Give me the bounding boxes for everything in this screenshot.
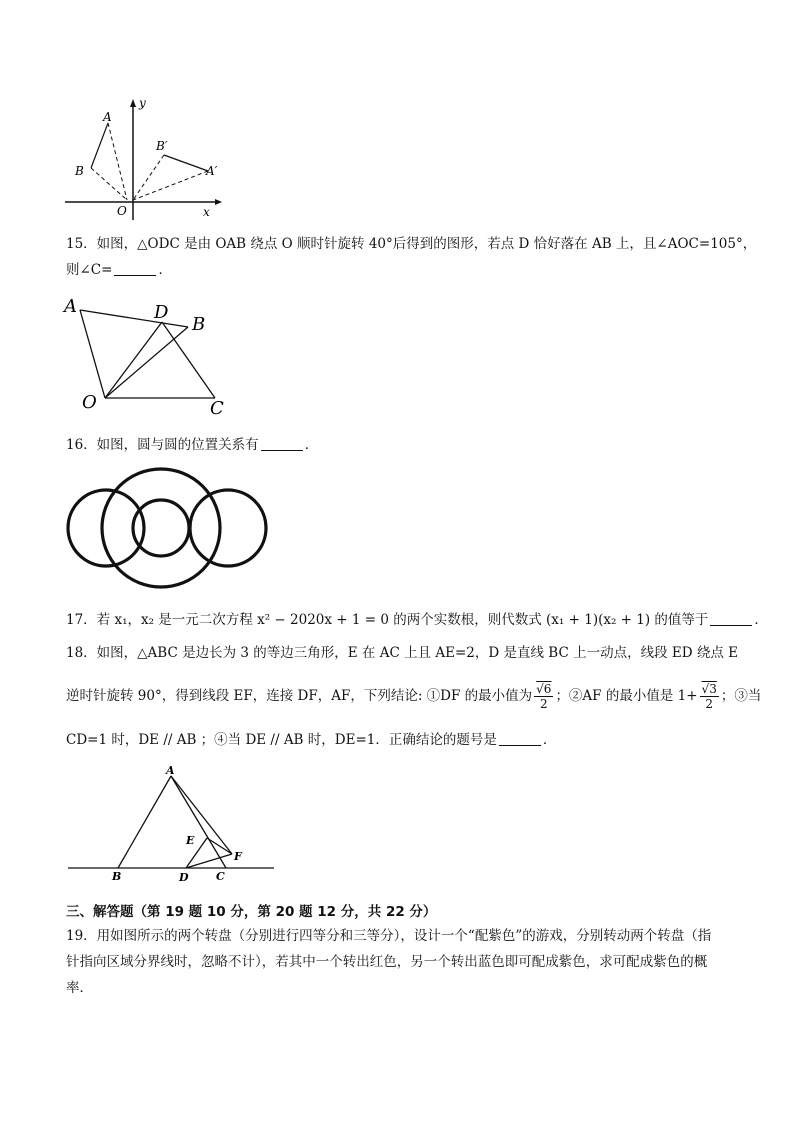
q18-fraction-1 (534, 682, 553, 711)
q18-answer-blank (499, 731, 541, 746)
fig14-label-A1: A′ (206, 164, 218, 178)
q18-line2-b: ；②AF 的最小值是 1+ (555, 688, 698, 704)
fig15-label-A: A (64, 296, 77, 317)
q15-line2 (66, 259, 172, 281)
q17-text (66, 609, 768, 631)
q19-line3: 率． (66, 980, 93, 996)
fig18-label-D: D (179, 871, 189, 884)
q18-frac1-den: 2 (539, 697, 548, 711)
q16-pre: 16．如图，圆与圆的位置关系有 (66, 437, 259, 453)
fig14-label-y: y (139, 96, 146, 110)
q18-line3-post: ． (542, 732, 557, 748)
fig18-label-B: B (112, 870, 122, 883)
fig15-label-O: O (82, 392, 97, 413)
q18-line2 (66, 678, 761, 714)
q18-line3-pre: CD=1 时，DE // AB ；④当 DE // AB 时，DE=1．正确结论的题号是 (66, 732, 497, 748)
fig18-label-E: E (186, 834, 195, 847)
q18-line1: 18．如图，△ABC 是边长为 3 的等边三角形，E 在 AC 上且 AE=2，D 是直线 BC 上一动点，线段 ED 绕点 E (66, 645, 738, 661)
q17-pre: 17．若 x₁，x₂ 是一元二次方程 x² − 2020x + 1 = 0 的两个实数根，则代数式 (x₁ + 1)(x₂ + 1) 的值等于 (66, 612, 709, 628)
fig14-label-O: O (117, 204, 127, 218)
q19-line2: 针指向区域分界线时，忽略不计），若其中一个转出红色，另一个转出蓝色即可配成紫色，求可配成紫色的概 (66, 954, 708, 970)
fig14-label-x: x (203, 205, 210, 219)
q16-answer-blank (261, 436, 303, 451)
q18-line2-c: ；③当 (720, 688, 762, 704)
q17-post: ． (754, 612, 768, 628)
figure-q14-rotation (60, 95, 230, 225)
q18-frac1-num: √6 (536, 682, 552, 696)
fig14-label-A: A (103, 110, 112, 124)
q15-line1: 15．如图，△ODC 是由 OAB 绕点 O 顺时针旋转 40°后得到的图形，若点 D 恰好落在 AB 上，且∠AOC=105°， (66, 236, 757, 252)
fig18-label-F: F (234, 850, 242, 863)
q16-text (66, 434, 318, 456)
q19-line1: 19．用如图所示的两个转盘（分别进行四等分和三等分），设计一个“配紫色”的游戏，分别转动两个转盘（指 (66, 928, 712, 944)
q18-frac2-num: √3 (701, 682, 717, 696)
fig14-label-B1: B′ (156, 139, 168, 153)
fig14-label-B: B (75, 164, 84, 178)
q16-post: ． (304, 437, 319, 453)
fig18-label-C: C (216, 870, 225, 883)
q15-line2-pre: 则∠C= (66, 262, 113, 278)
q15-answer-blank (114, 261, 156, 276)
q15-line2-post: ． (158, 262, 172, 278)
fig15-label-C: C (210, 398, 224, 419)
fig15-label-B: B (192, 314, 206, 335)
figure-q16-circles (58, 462, 278, 597)
q18-fraction-2 (700, 682, 719, 711)
q18-frac2-den: 2 (705, 697, 713, 711)
q18-line2-a: 逆时针旋转 90°，得到线段 EF，连接 DF，AF，下列结论: ①DF 的最小值为 (66, 688, 533, 704)
figure-q15-triangles (58, 290, 238, 420)
fig18-label-A: A (166, 764, 175, 777)
figure-q18-triangle (60, 762, 280, 887)
q18-line3 (66, 729, 556, 751)
section3-heading: 三、解答题（第 19 题 10 分，第 20 题 12 分，共 22 分） (66, 904, 437, 920)
fig15-label-D: D (154, 302, 169, 323)
q17-answer-blank (710, 611, 752, 626)
